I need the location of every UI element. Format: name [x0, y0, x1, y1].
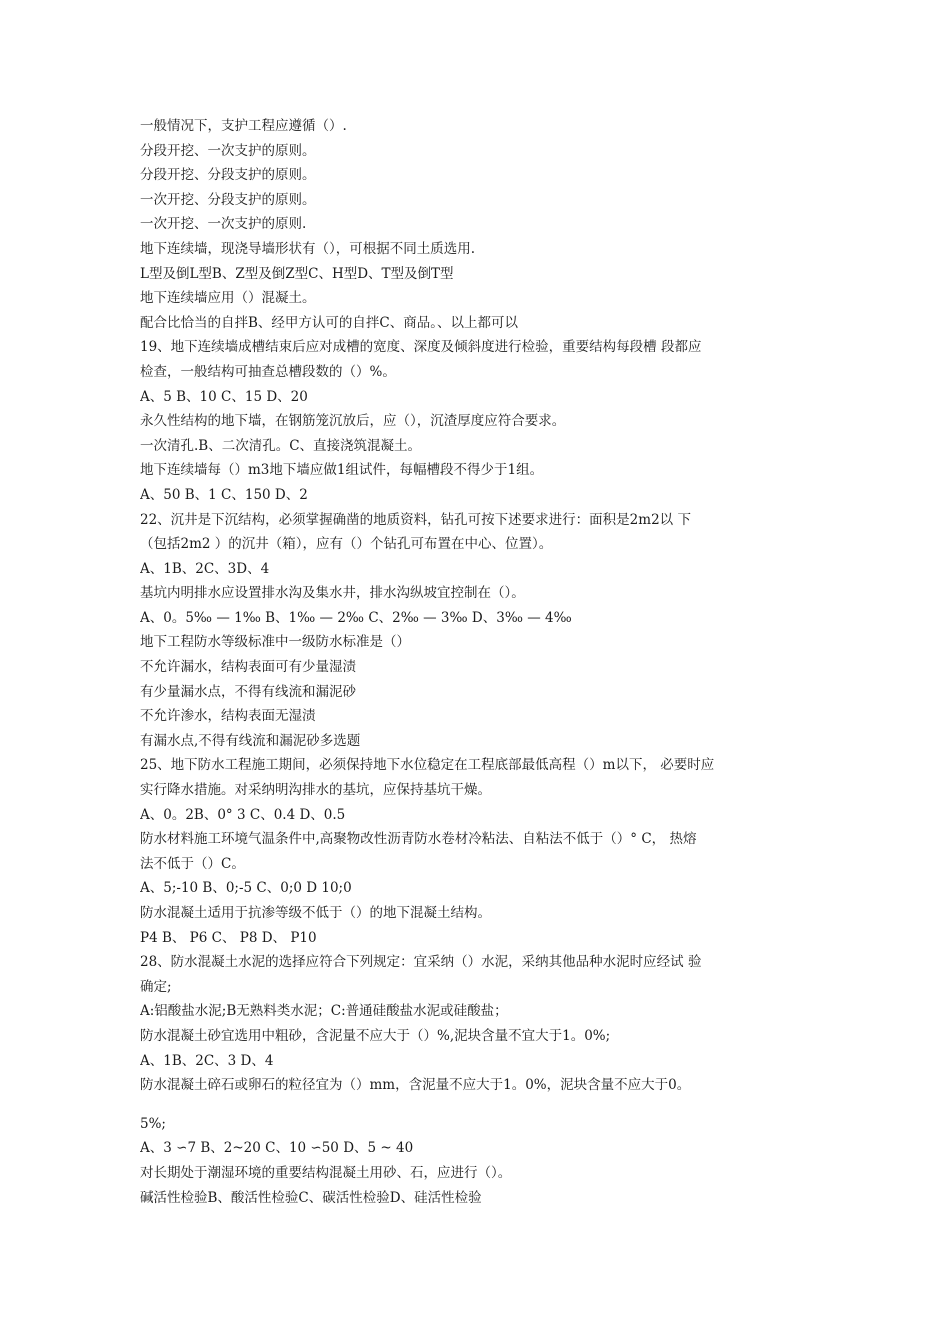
text-line: 防水材料施工环境气温条件中,高聚物改性沥青防水卷材冷粘法、自粘法不低于（）° C， 热熔 [140, 831, 697, 848]
text-line: 地下工程防水等级标准中一级防水标准是（） [140, 634, 410, 651]
text-line: 一般情况下，支护工程应遵循（）. [140, 118, 347, 134]
text-line: 防水混凝土碎石或卵石的粒径宜为（）mm，含泥量不应大于1。0%，泥块含量不应大于0。 [140, 1077, 691, 1094]
text-line: 确定; [140, 978, 172, 995]
text-line: 19、地下连续墙成槽结束后应对成槽的宽度、深度及倾斜度进行检验，重要结构每段槽 段都应 [140, 339, 702, 356]
text-line: 25、地下防水工程施工期间，必须保持地下水位稳定在工程底部最低高程（）m以下， 必要时应 [140, 757, 715, 774]
text-line: A、0。5‰ — 1‰ B、1‰ — 2‰ C、2‰ — 3‰ D、3‰ — 4‰ [140, 609, 572, 626]
text-line: 检查，一般结构可抽查总槽段数的（）%。 [140, 363, 396, 380]
text-line: 基坑内明排水应设置排水沟及集水井，排水沟纵坡宜控制在（）。 [140, 585, 525, 602]
text-line: 分段开挖、一次支护的原则。 [140, 142, 316, 159]
paragraph-gap [140, 1098, 820, 1112]
document-page [140, 114, 820, 1210]
text-line: 永久性结构的地下墙，在钢筋笼沉放后，应（），沉渣厚度应符合要求。 [140, 413, 566, 430]
text-line: A、5;-10 B、0;-5 C、0;0 D 10;0 [140, 880, 352, 897]
text-line: 一次清孔.B、二次清孔。C、直接浇筑混凝土。 [140, 437, 422, 454]
text-line: 防水混凝土适用于抗渗等级不低于（）的地下混凝土结构。 [140, 905, 491, 921]
text-line: 不允许渗水，结构表面无湿渍 [140, 708, 316, 725]
text-line: 配合比恰当的自拌B、经甲方认可的自拌C、商品。、以上都可以 [140, 314, 518, 331]
text-line: 一次开挖、分段支护的原则。 [140, 191, 316, 208]
text-line: 地下连续墙每（）m3地下墙应做1组试件，每幅槽段不得少于1组。 [140, 462, 544, 479]
text-line: 有漏水点,不得有线流和漏泥砂多选题 [140, 732, 361, 749]
text-line: 法不低于（）C。 [140, 855, 245, 872]
text-line: A、3 ∽7 B、2~20 C、10 ∽50 D、5 ~ 40 [140, 1140, 414, 1157]
text-line: （包括2m2 ）的沉井（箱），应有（）个钻孔可布置在中心、位置）。 [140, 536, 553, 553]
text-line: 对长期处于潮湿环境的重要结构混凝土用砂、石，应进行（）。 [140, 1164, 512, 1181]
text-line: 不允许漏水，结构表面可有少量湿渍 [140, 659, 356, 676]
text-line: A、0。2B、0° 3 C、0.4 D、0.5 [140, 806, 346, 823]
text-line: 一次开挖、一次支护的原则. [140, 216, 307, 233]
text-line: 28、防水混凝土水泥的选择应符合下列规定：宜采纳（）水泥，采纳其他品种水泥时应经试 验 [140, 954, 702, 971]
text-line: 5%; [140, 1115, 166, 1132]
text-line: P4 B、 P6 C、 P8 D、 P10 [140, 929, 317, 946]
text-line: A、50 B、1 C、150 D、2 [140, 486, 308, 503]
text-line: 碱活性检验B、酸活性检验C、碳活性检验D、硅活性检验 [140, 1189, 482, 1206]
text-line: A、1B、2C、3 D、4 [140, 1052, 274, 1069]
text-line: 22、沉井是下沉结构，必须掌握确凿的地质资料，钻孔可按下述要求进行：面积是2m2以 下 [140, 511, 691, 528]
text-line: 防水混凝土砂宜选用中粗砂，含泥量不应大于（）%,泥块含量不宜大于1。0%; [140, 1027, 611, 1044]
text-line: 地下连续墙应用（）混凝土。 [140, 290, 316, 307]
text-line: 有少量漏水点，不得有线流和漏泥砂 [140, 683, 356, 700]
text-line: A:铝酸盐水泥;B无熟料类水泥；C:普通硅酸盐水泥或硅酸盐； [140, 1003, 508, 1020]
text-line: 分段开挖、分段支护的原则。 [140, 167, 316, 184]
text-line: A、5 B、10 C、15 D、20 [140, 388, 308, 405]
text-line: L型及倒L型B、Z型及倒Z型C、H型D、T型及倒T型 [140, 265, 454, 282]
text-line: 实行降水措施。对采纳明沟排水的基坑，应保持基坑干燥。 [140, 782, 491, 799]
text-line: 地下连续墙，现浇导墙形状有（），可根据不同土质选用. [140, 240, 476, 257]
text-line: A、1B、2C、3D、4 [140, 560, 270, 577]
